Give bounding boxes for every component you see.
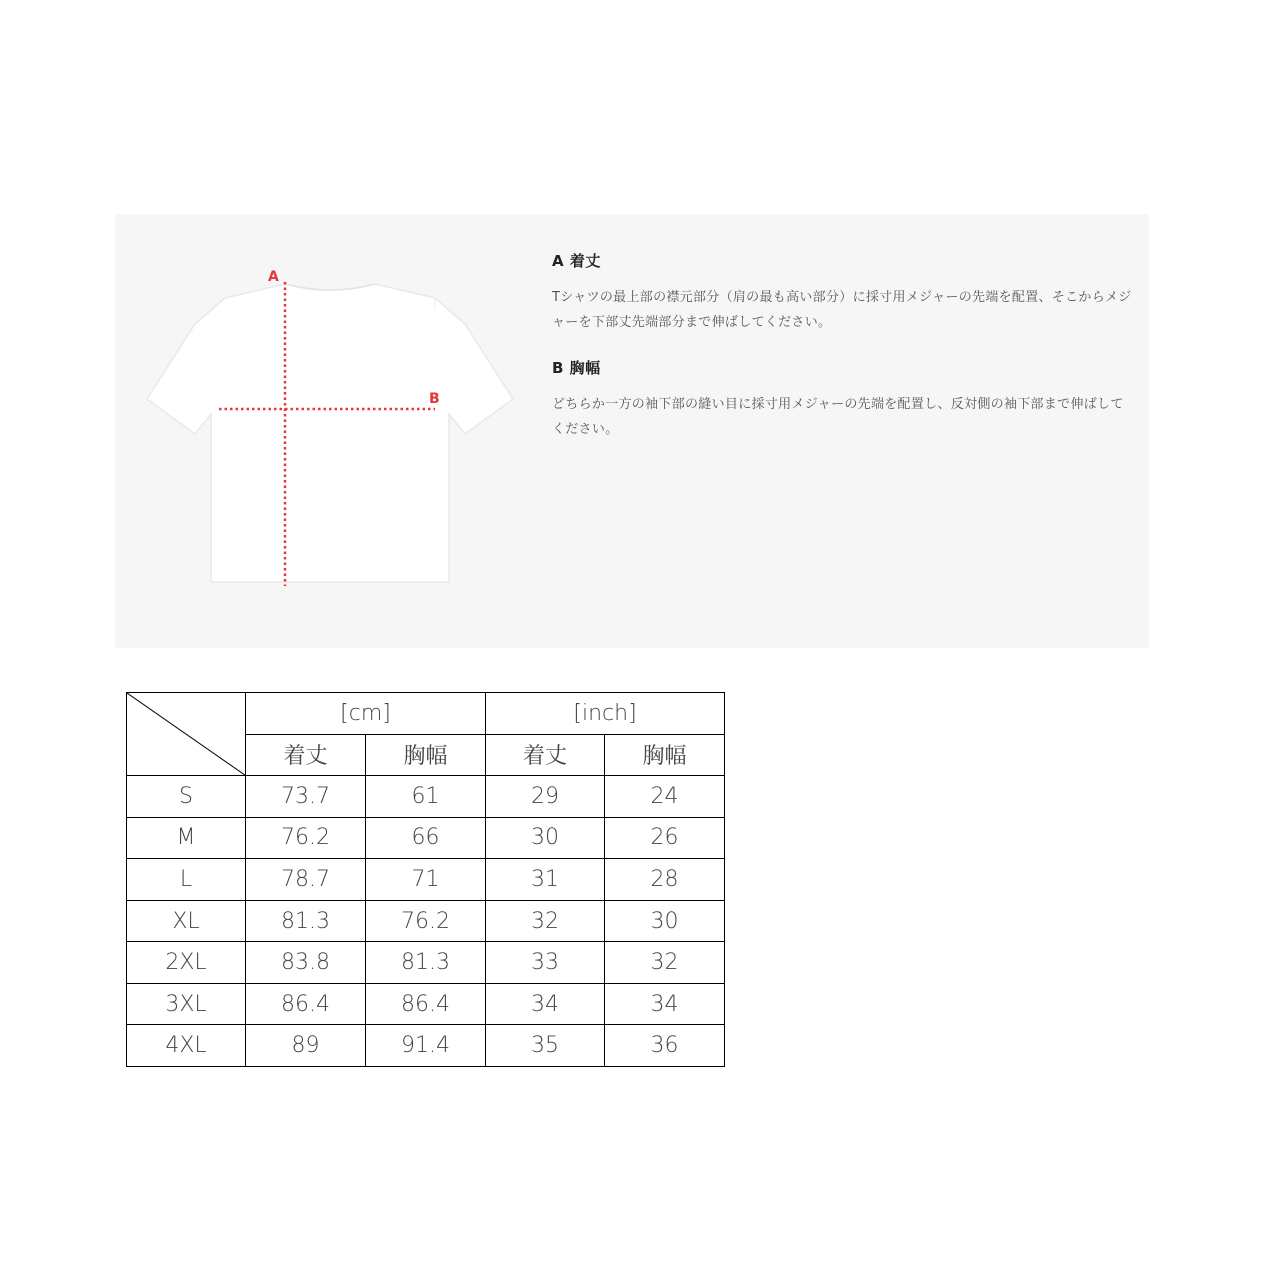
measurement-cell: 83.8 [246,942,366,984]
measurement-cell: 32 [486,900,605,942]
length-description: Tシャツの最上部の襟元部分（肩の最も高い部分）に採寸用メジャーの先端を配置、そこからメジャーを下部丈先端部分まで伸ばしてください。 [552,290,1132,330]
measurement-cell: 81.3 [366,942,486,984]
tshirt-shape [147,284,513,582]
measurement-cell: 31 [486,859,605,901]
col-header-length-inch: 着丈 [486,734,605,776]
diagonal-line-icon [127,693,245,775]
measurement-cell: 86.4 [366,983,486,1025]
measurement-cell: 26 [605,817,725,859]
length-heading: A 着丈 [552,252,601,270]
measurement-cell: 30 [486,817,605,859]
measurement-cell: 36 [605,1025,725,1067]
guide-text-block [552,250,1132,464]
size-label-cell: M [127,817,246,859]
measurement-cell: 73.7 [246,776,366,818]
measurement-cell: 29 [486,776,605,818]
size-rows [127,776,725,1067]
col-header-chest-cm: 胸幅 [366,734,486,776]
measurement-cell: 66 [366,817,486,859]
table-row [127,776,725,818]
measurement-cell: 78.7 [246,859,366,901]
measurement-cell: 28 [605,859,725,901]
tshirt-diagram [135,264,525,604]
measurement-cell: 32 [605,942,725,984]
measurement-cell: 91.4 [366,1025,486,1067]
measurement-cell: 33 [486,942,605,984]
measurement-cell: 24 [605,776,725,818]
cm-group-header: [cm] [246,693,486,735]
col-header-length-cm: 着丈 [246,734,366,776]
measurement-guide-panel [115,214,1149,648]
table-row [127,817,725,859]
col-header-chest-inch: 胸幅 [605,734,725,776]
size-label-cell: L [127,859,246,901]
corner-cell [127,693,246,776]
size-chart-table [126,692,725,1067]
table-row [127,1025,725,1067]
measurement-cell: 76.2 [366,900,486,942]
table-row [127,942,725,984]
tshirt-illustration [135,264,525,604]
inch-group-header: [inch] [486,693,725,735]
table-row [127,983,725,1025]
measurement-cell: 35 [486,1025,605,1067]
size-label-cell: S [127,776,246,818]
measurement-cell: 30 [605,900,725,942]
label-b: B [429,391,440,407]
table-row [127,900,725,942]
measurement-cell: 61 [366,776,486,818]
measurement-cell: 76.2 [246,817,366,859]
size-label-cell: 3XL [127,983,246,1025]
size-label-cell: 4XL [127,1025,246,1067]
chest-description: どちらか一方の袖下部の縫い目に採寸用メジャーの先端を配置し、反対側の袖下部まで伸ばしてください。 [552,397,1124,437]
size-label-cell: XL [127,900,246,942]
measurement-cell: 81.3 [246,900,366,942]
measurement-cell: 86.4 [246,983,366,1025]
measurement-cell: 34 [486,983,605,1025]
size-label-cell: 2XL [127,942,246,984]
chest-heading: B 胸幅 [552,359,601,377]
table-header-row [127,693,725,735]
measurement-cell: 89 [246,1025,366,1067]
measurement-cell: 71 [366,859,486,901]
label-a: A [268,269,279,285]
table-row [127,859,725,901]
measurement-cell: 34 [605,983,725,1025]
